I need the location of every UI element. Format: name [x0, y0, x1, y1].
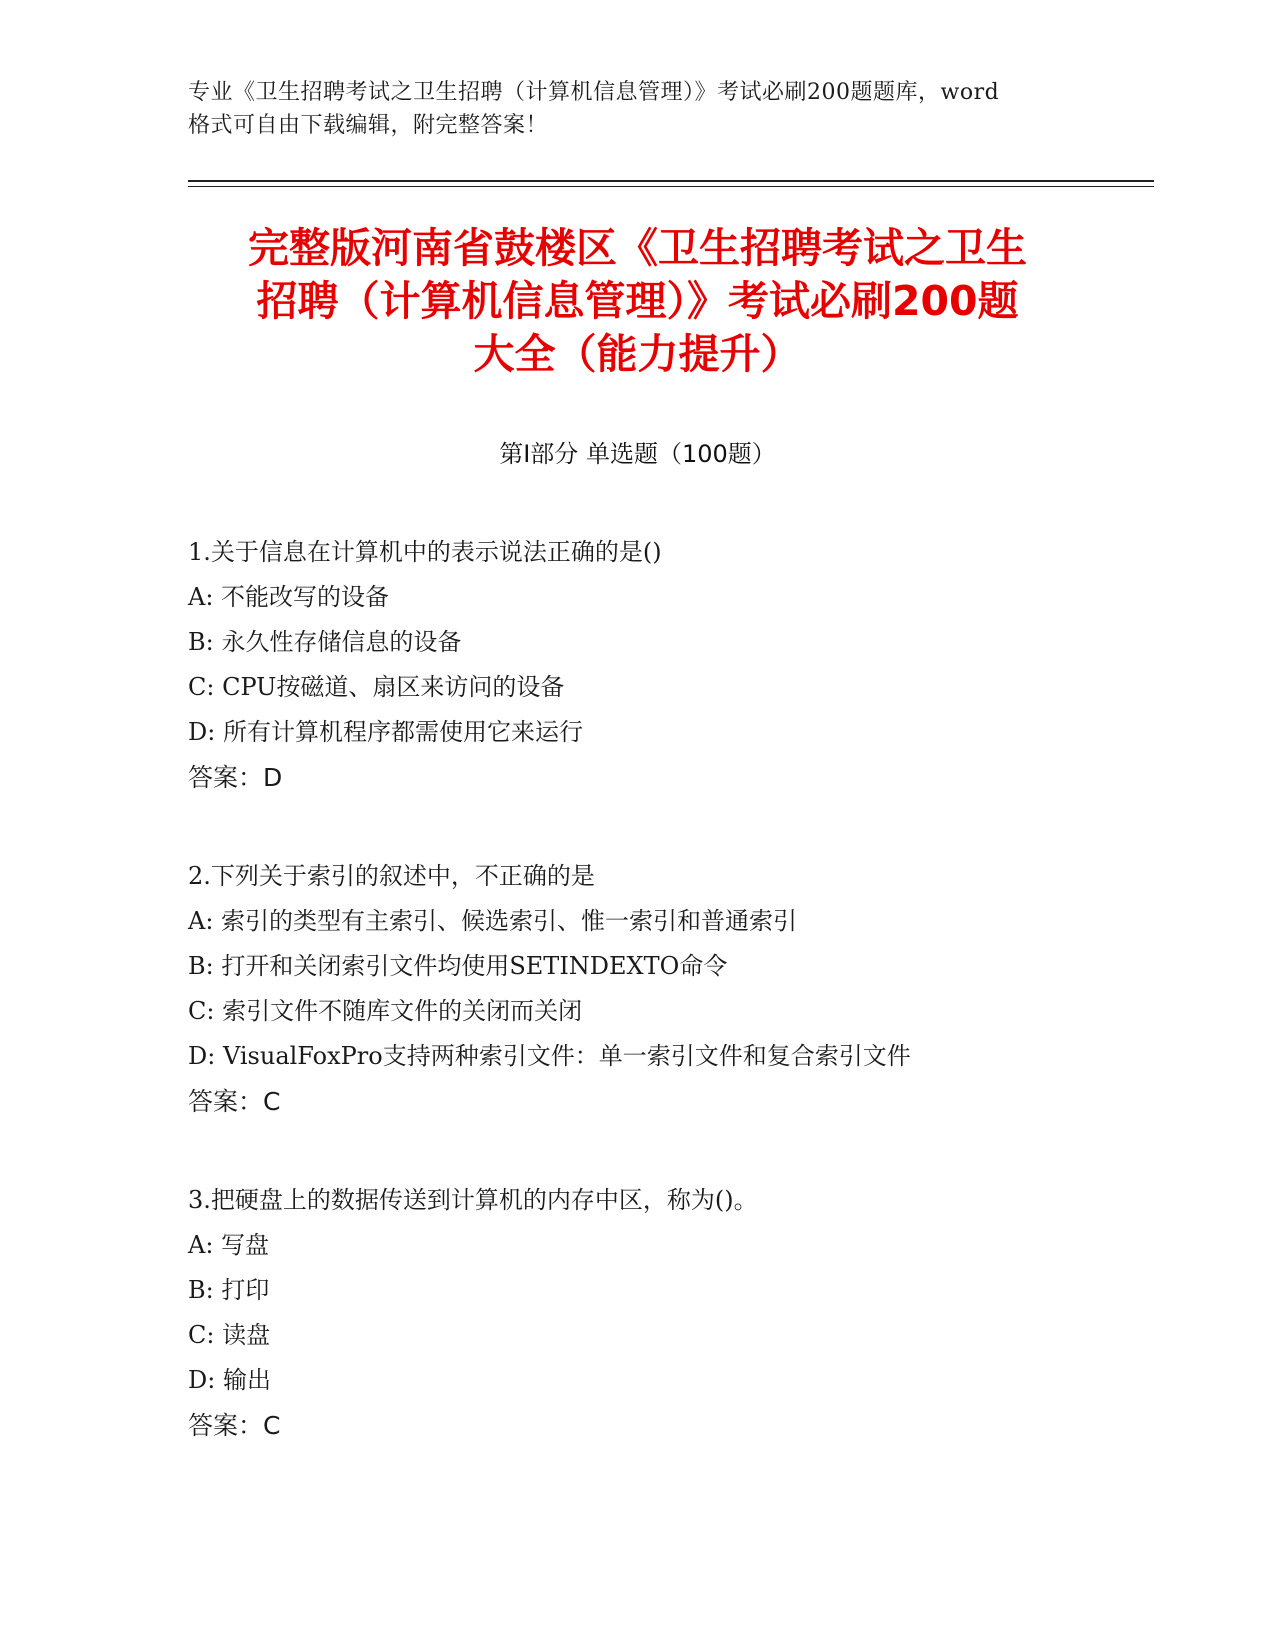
header-line-2: 格式可自由下载编辑，附完整答案！: [188, 113, 549, 138]
question-list: [188, 530, 1148, 1502]
option-c: C: CPU按磁道、扇区来访问的设备: [188, 673, 565, 701]
question-item: [188, 530, 1148, 800]
option-a: A: 写盘: [188, 1231, 270, 1259]
answer-line: 答案：C: [188, 1411, 281, 1440]
question-item: [188, 854, 1148, 1124]
header-line-1: 专业《卫生招聘考试之卫生招聘（计算机信息管理）》考试必刷200题题库，word: [188, 80, 1000, 105]
option-b: B: 打开和关闭索引文件均使用SETINDEXTO命令: [188, 952, 728, 980]
option-d: D: 所有计算机程序都需使用它来运行: [188, 718, 583, 746]
question-stem: 2.下列关于索引的叙述中，不正确的是: [188, 862, 595, 890]
title-line-1: 完整版河南省鼓楼区《卫生招聘考试之卫生: [248, 224, 1027, 272]
option-a: A: 索引的类型有主索引、候选索引、惟一索引和普通索引: [188, 907, 798, 935]
option-b: B: 打印: [188, 1276, 270, 1304]
answer-line: 答案：C: [188, 1087, 281, 1116]
section-heading: 第Ⅰ部分 单选题（100题）: [499, 440, 776, 468]
title-line-2: 招聘（计算机信息管理）》考试必刷200题: [256, 277, 1019, 325]
option-a: A: 不能改写的设备: [188, 583, 390, 611]
document-title: [190, 222, 1085, 381]
question-stem: 1.关于信息在计算机中的表示说法正确的是(): [188, 538, 662, 566]
option-c: C: 索引文件不随库文件的关闭而关闭: [188, 997, 583, 1025]
answer-line: 答案：D: [188, 763, 283, 792]
option-c: C: 读盘: [188, 1321, 271, 1349]
option-d: D: 输出: [188, 1366, 271, 1394]
header-divider-thick: [188, 180, 1154, 182]
option-d: D: VisualFoxPro支持两种索引文件：单一索引文件和复合索引文件: [188, 1042, 911, 1070]
option-b: B: 永久性存储信息的设备: [188, 628, 462, 656]
question-stem: 3.把硬盘上的数据传送到计算机的内存中区，称为()。: [188, 1186, 758, 1214]
header-divider-thin: [188, 186, 1154, 187]
question-item: [188, 1178, 1148, 1448]
title-line-3: 大全（能力提升）: [473, 330, 802, 378]
document-header: [188, 76, 1098, 142]
